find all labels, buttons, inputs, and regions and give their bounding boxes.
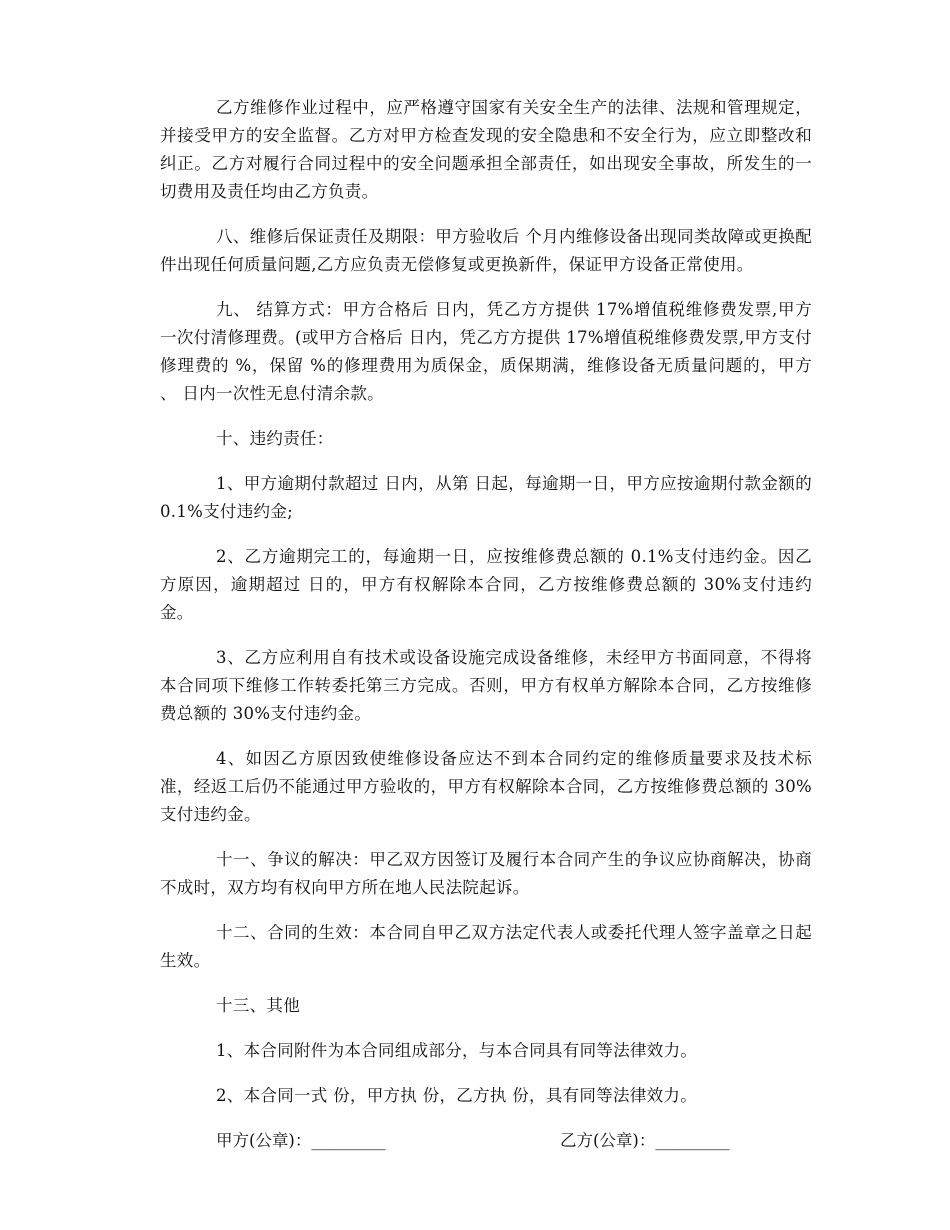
- section-heading-liability: 十、违约责任：: [216, 429, 334, 448]
- paragraph-other-2: 2、本合同一式 份，甲方执 份，乙方执 份，具有同等法律效力。: [216, 1086, 698, 1105]
- paragraph-effectiveness: 十二、合同的生效：本合同自甲乙双方法定代表人或委托代理人签字盖章之日起生效。: [160, 923, 812, 970]
- paragraph-other-1: 1、本合同附件为本合同组成部分，与本合同具有同等法律效力。: [216, 1041, 698, 1060]
- party-b-label: 乙方(公章)：: [560, 1131, 656, 1150]
- paragraph-warranty: 八、维修后保证责任及期限：甲方验收后 个月内维修设备出现同类故障或更换配件出现任何质量问题,乙方应负责无偿修复或更换新件，保证甲方设备正常使用。: [160, 227, 812, 274]
- party-a-signature: [216, 1127, 386, 1155]
- paragraph-liability-2: 2、乙方逾期完工的，每逾期一日，应按维修费总额的 0.1%支付违约金。因乙方原因，逾期超过 日的，甲方有权解除本合同，乙方按维修费总额的 30%支付违约金。: [160, 547, 812, 622]
- party-a-label: 甲方(公章)：: [216, 1131, 312, 1150]
- paragraph-liability-3: 3、乙方应利用自有技术或设备设施完成设备维修，未经甲方书面同意，不得将本合同项下维修工作转委托第三方完成。否则，甲方有权单方解除本合同，乙方按维修费总额的 30%支付违约金。: [160, 648, 812, 723]
- paragraph-dispute: 十一、争议的解决：甲乙双方因签订及履行本合同产生的争议应协商解决，协商不成时，双方均有权向甲方所在地人民法院起诉。: [160, 850, 812, 897]
- party-b-signature: [560, 1127, 730, 1155]
- party-a-signature-line: _________: [311, 1131, 386, 1150]
- signature-row: [160, 1127, 812, 1157]
- paragraph-liability-1: 1、甲方逾期付款超过 日内，从第 日起，每逾期一日，甲方应按逾期付款金额的 0.1%支付违约金;: [160, 474, 812, 521]
- party-b-signature-line: _________: [655, 1131, 730, 1150]
- section-heading-other: 十三、其他: [216, 996, 300, 1015]
- paragraph-safety: 乙方维修作业过程中，应严格遵守国家有关安全生产的法律、法规和管理规定，并接受甲方的安全监督。乙方对甲方检查发现的安全隐患和不安全行为，应立即整改和纠正。乙方对履行合同过程中的安全问题承担全部责任，如出现安全事故，所发生的一切费用及责任均由乙方负责。: [160, 98, 812, 201]
- paragraph-settlement: 九、 结算方式：甲方合格后 日内，凭乙方方提供 17%增值税维修费发票,甲方一次付清修理费。(或甲方合格后 日内，凭乙方方提供 17%增值税维修费发票,甲方支付修理费的 %，保留 %的修理费用为质保金，质保期满，维修设备无质量问题的，甲方 、 日内一次性无息付清余款。: [160, 300, 812, 403]
- paragraph-liability-4: 4、如因乙方原因致使维修设备应达不到本合同约定的维修质量要求及技术标准，经返工后仍不能通过甲方验收的，甲方有权解除本合同，乙方按维修费总额的 30%支付违约金。: [160, 749, 812, 824]
- document-body: [160, 94, 812, 1157]
